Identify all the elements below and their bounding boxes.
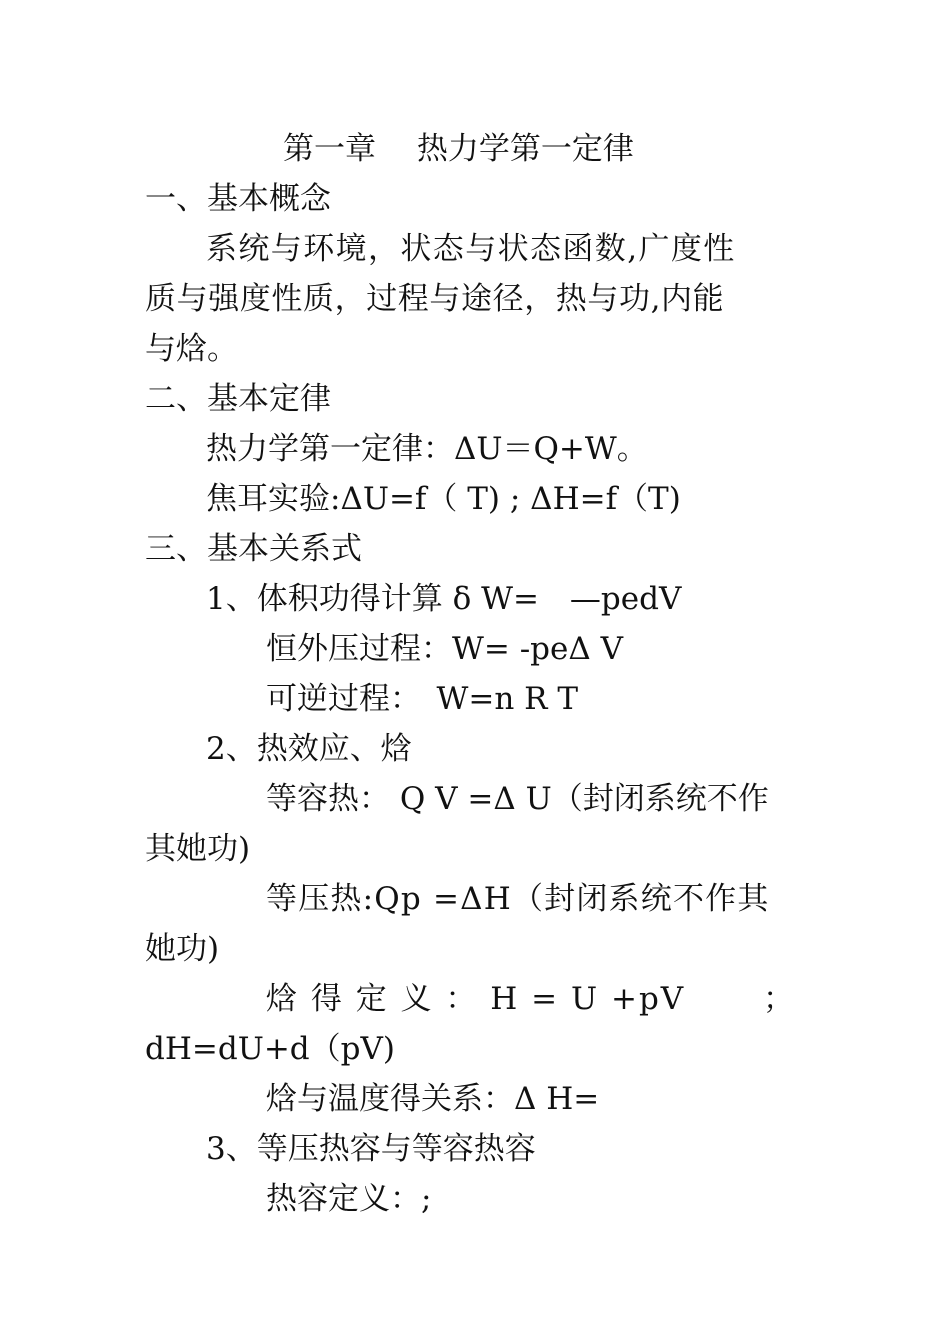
item-heat-capacity: 3、等压热容与等容热容 <box>206 1131 536 1167</box>
constant-external-pressure: 恒外压过程：W= -peΔ V <box>266 631 623 667</box>
section-heading-basic-laws: 二、基本定律 <box>145 381 331 417</box>
heat-capacity-definition: 热容定义：; <box>266 1181 432 1217</box>
reversible-process: 可逆过程： W=n R T <box>266 681 579 717</box>
joule-experiment: 焦耳实验:ΔU=f（ T) ; ΔH=f（T) <box>206 481 681 517</box>
enthalpy-definition-line1: 焓 得 定 义 ： H = U +pV ； <box>266 981 797 1017</box>
paragraph-concepts-line2: 质与强度性质，过程与途径，热与功,内能 <box>145 281 725 317</box>
first-law-equation: 热力学第一定律：ΔU＝Q+W。 <box>206 431 648 467</box>
chapter-title: 第一章 热力学第一定律 <box>283 131 634 167</box>
isobaric-heat-line2: 她功) <box>145 931 220 967</box>
section-heading-relations: 三、基本关系式 <box>145 531 362 567</box>
section-heading-basic-concepts: 一、基本概念 <box>145 181 331 217</box>
item-volume-work: 1、体积功得计算 δ W= —pedV <box>206 581 682 617</box>
isochoric-heat-line2: 其她功) <box>145 831 251 867</box>
item-heat-enthalpy: 2、热效应、焓 <box>206 731 412 767</box>
paragraph-concepts-line3: 与焓。 <box>145 331 238 367</box>
paragraph-concepts-line1: 系统与环境，状态与状态函数,广度性 <box>206 231 736 267</box>
enthalpy-temperature: 焓与温度得关系：Δ H= <box>266 1081 600 1117</box>
isobaric-heat-line1: 等压热:Qp =ΔH（封闭系统不作其 <box>266 881 770 917</box>
isochoric-heat-line1: 等容热： Q V =Δ U（封闭系统不作 <box>266 781 769 817</box>
enthalpy-definition-line2: dH=dU+d（pV) <box>145 1031 395 1067</box>
